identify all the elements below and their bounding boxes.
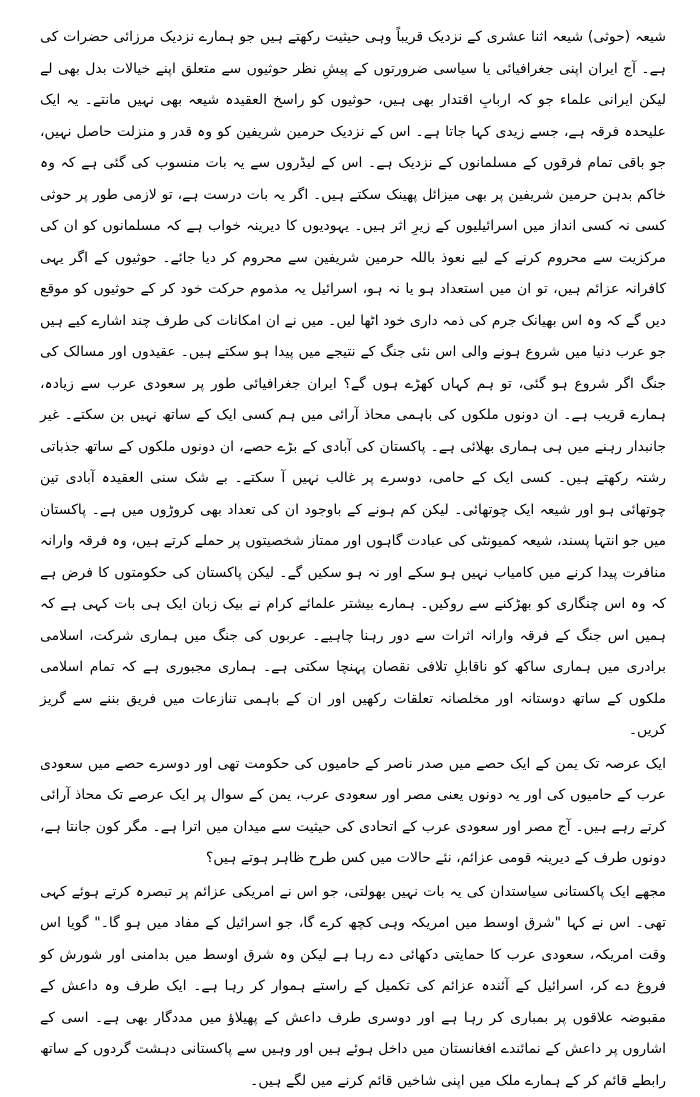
paragraph-2: ایک عرصہ تک یمن کے ایک حصے میں صدر ناصر کے حامیوں کی حکومت تھی اور دوسرے حصے میں سعودی عرب کے حامیوں کی اور یہ دونوں یعنی مصر اور سعودی عرب، یمن کے سوال پر ایک عرصے تک محاذ آرائی کرتے رہے ہیں۔ آج مصر اور سعودی عرب کے اتحادی کی حیثیت سے میدان میں اترا ہے۔ مگر کون جانتا ہے، دونوں طرف کے دیرینہ قومی عزائم، نئے حالات میں کس طرح ظاہر ہوتے ہیں؟	[40, 749, 666, 875]
paragraph-1: شیعہ (حوثی) شیعہ اثنا عشری کے نزدیک قریباً وہی حیثیت رکھتے ہیں جو ہمارے نزدیک مرزائی حضرات کی ہے۔ آج ایران اپنی جغرافیائی یا سیاسی ضرورتوں کے پیشِ نظر حوثیوں سے متعلق اپنے خیالات بدل بھی لے لیکن ایرانی علماء جو کہ اربابِ اقتدار بھی ہیں، حوثیوں کو راسخ العقیدہ شیعہ بھی نہیں مانتے۔ یہ ایک علیحدہ فرقہ ہے، جسے زیدی کہا جاتا ہے۔ اس کے نزدیک حرمین شریفین کو وہ قدر و منزلت حاصل نہیں، جو باقی تمام فرقوں کے مسلمانوں کے نزدیک ہے۔ اس کے لیڈروں سے یہ بات منسوب کی گئی ہے کہ وہ خاکم بدہن حرمین شریفین پر بھی میزائل پھینک سکتے ہیں۔ اگر یہ بات درست ہے، تو لازمی طور پر حوثی کسی نہ کسی انداز میں اسرائیلیوں کے زیرِ اثر ہیں۔ یہودیوں کا دیرینہ خواب ہے کہ مسلمانوں کو ان کی مرکزیت سے محروم کرنے کے لیے نعوذ باللہ حرمین شریفین سے محروم کر دیا جائے۔ حوثیوں کے اگر یہی کافرانہ عزائم ہیں، تو ان میں استعداد ہو یا نہ ہو، اسرائیل یہ مذموم حرکت خود کر کے حوثیوں کو موقع دیں گے کہ وہ اس بھیانک جرم کی ذمہ داری خود اٹھا لیں۔ میں نے ان امکانات کی طرف چند اشارے کیے ہیں جو عرب دنیا میں شروع ہونے والی اس نئی جنگ کے نتیجے میں پیدا ہو سکتے ہیں۔ عقیدوں اور مسالک کی جنگ اگر شروع ہو گئی، تو ہم کہاں کھڑے ہوں گے؟ ایران جغرافیائی طور پر سعودی عرب سے زیادہ، ہمارے قریب ہے۔ ان دونوں ملکوں کی باہمی محاذ آرائی میں ہم کسی ایک کے ساتھ نہیں بن سکتے۔ غیر جانبدار رہنے میں ہی ہماری بھلائی ہے۔ پاکستان کی آبادی کے بڑے حصے، ان دونوں ملکوں کے ساتھ جذباتی رشتہ رکھتے ہیں۔ کسی ایک کے حامی، دوسرے پر غالب نہیں آ سکتے۔ بے شک سنی العقیدہ آبادی تین چوتھائی ہو اور شیعہ ایک چوتھائی۔ لیکن کم ہونے کے باوجود ان کی تعداد بھی کروڑوں میں ہے۔ پاکستان میں جو انتہا پسند، شیعہ کمیونٹی کی عبادت گاہوں اور ممتاز شخصیتوں پر حملے کرتے ہیں، وہ فرقہ وارانہ منافرت پیدا کرنے میں کامیاب نہیں ہو سکے اور نہ ہو سکیں گے۔ لیکن پاکستان کی حکومتوں کا فرض ہے کہ وہ اس چنگاری کو بھڑکنے سے روکیں۔ ہمارے بیشتر علمائے کرام نے بیک زبان ایک ہی بات کہی ہے کہ ہمیں اس جنگ کے فرقہ وارانہ اثرات سے دور رہنا چاہیے۔ عربوں کی جنگ میں ہماری شرکت، اسلامی برادری میں ہماری ساکھ کو ناقابلِ تلافی نقصان پہنچا سکتی ہے۔ ہماری مجبوری ہے کہ تمام اسلامی ملکوں کے ساتھ دوستانہ اور مخلصانہ تعلقات رکھیں اور ان کے باہمی تنازعات میں فریق بننے سے گریز کریں۔	[40, 22, 666, 747]
paragraph-3: مجھے ایک پاکستانی سیاستدان کی یہ بات نہیں بھولتی، جو اس نے امریکی عزائم پر تبصرہ کرتے ہوئے کہی تھی۔ اس نے کہا "شرق اوسط میں امریکہ وہی کچھ کرے گا، جو اسرائیل کے مفاد میں ہو گا۔" گویا اس وقت امریکہ، سعودی عرب کا حمایتی دکھائی دے رہا ہے لیکن وہ شرق اوسط میں بدامنی اور شورش کو فروغ دے کر، اسرائیل کے آئندہ عزائم کی تکمیل کے راستے ہموار کر رہا ہے۔ ایک طرف وہ داعش کے مقبوضہ علاقوں پر بمباری کر رہا ہے اور دوسری طرف داعش کے پھیلاؤ میں مددگار بھی ہے۔ اسی کے اشاروں پر داعش کے نمائندے افغانستان میں داخل ہوئے ہیں اور وہیں سے پاکستانی دہشت گردوں کے ساتھ رابطے قائم کر کے ہمارے ملک میں اپنی شاخیں قائم کرنے میں لگے ہیں۔	[40, 877, 666, 1097]
